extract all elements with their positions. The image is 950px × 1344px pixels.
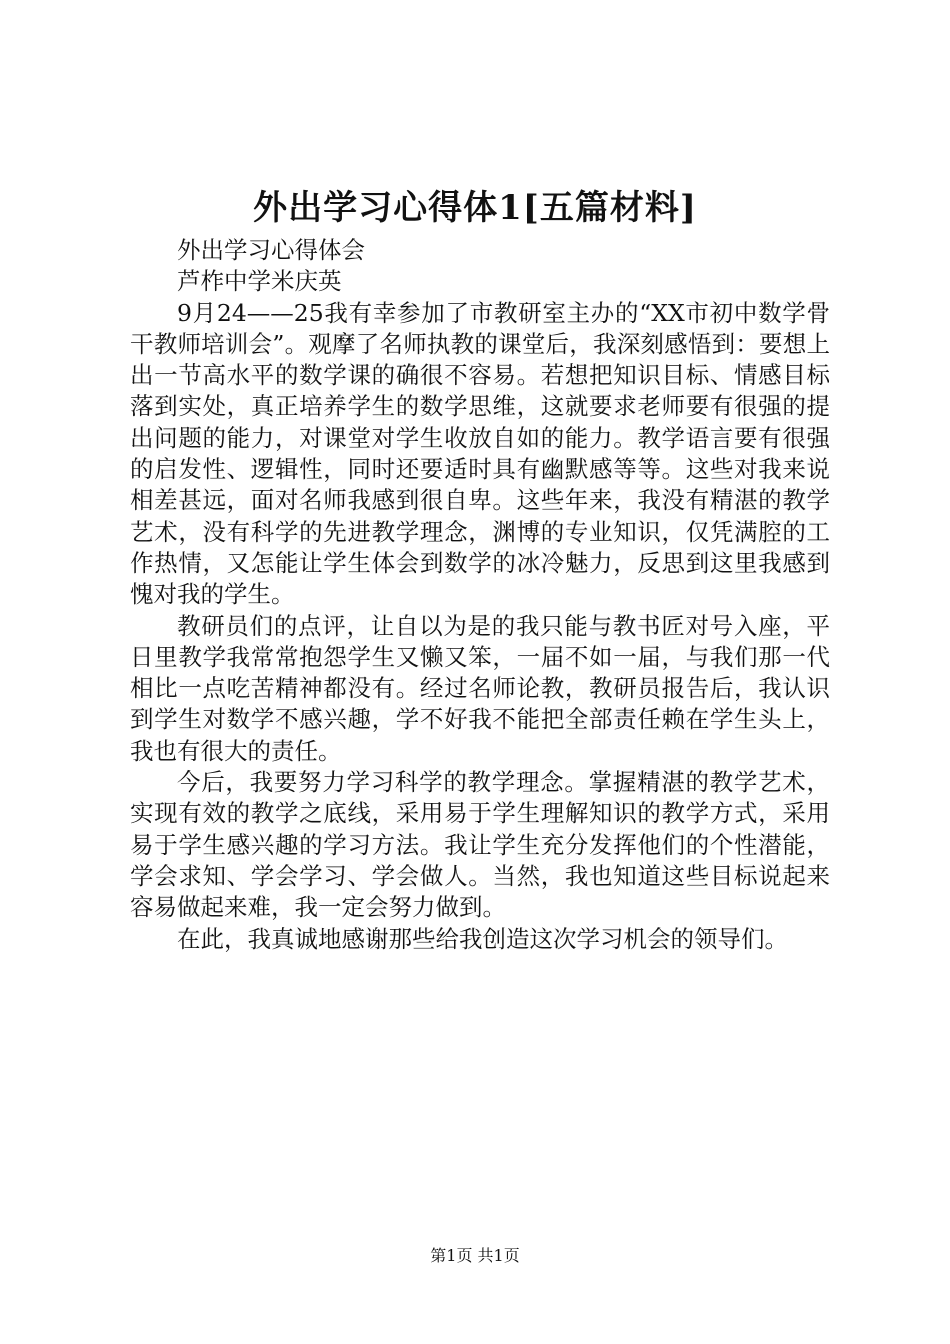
paragraph: 9月24——25我有幸参加了市教研室主办的“XX市初中数学骨干教师培训会”。观摩了名师执教的课堂后，我深刻感悟到：要想上出一节高水平的数学课的确很不容易。若想把知识目标、情感目标落到实处，真正培养学生的数学思维，这就要求老师要有很强的提出问题的能力，对课堂对学生收放自如的能力。教学语言要有很强的启发性、逻辑性，同时还要适时具有幽默感等等。这些对我来说相差甚远，面对名师我感到很自卑。这些年来，我没有精湛的教学艺术，没有科学的先进教学理念，渊博的专业知识，仅凭满腔的工作热情，又怎能让学生体会到数学的冰冷魅力，反思到这里我感到愧对我的学生。 — [130, 298, 830, 609]
paragraph: 教研员们的点评，让自以为是的我只能与教书匠对号入座，平日里教学我常常抱怨学生又懒又笨，一届不如一届，与我们那一代相比一点吃苦精神都没有。经过名师论教，教研员报告后，我认识到学生对数学不感兴趣，学不好我不能把全部责任赖在学生头上，我也有很大的责任。 — [130, 611, 830, 765]
page-footer: 第1页 共1页 — [430, 1246, 520, 1265]
paragraph: 在此，我真诚地感谢那些给我创造这次学习机会的领导们。 — [177, 924, 788, 953]
author-line: 芦柞中学米庆英 — [177, 267, 342, 296]
document-title: 外出学习心得体1[五篇材料] — [253, 188, 697, 228]
paragraph: 今后，我要努力学习科学的教学理念。掌握精湛的教学艺术，实现有效的教学之底线，采用易于学生理解知识的教学方式，采用易于学生感兴趣的学习方法。我让学生充分发挥他们的个性潜能，学会求知、学会学习、学会做人。当然，我也知道这些目标说起来容易做起来难，我一定会努力做到。 — [130, 768, 830, 922]
subtitle-line: 外出学习心得体会 — [177, 236, 365, 264]
document-body — [130, 235, 830, 955]
